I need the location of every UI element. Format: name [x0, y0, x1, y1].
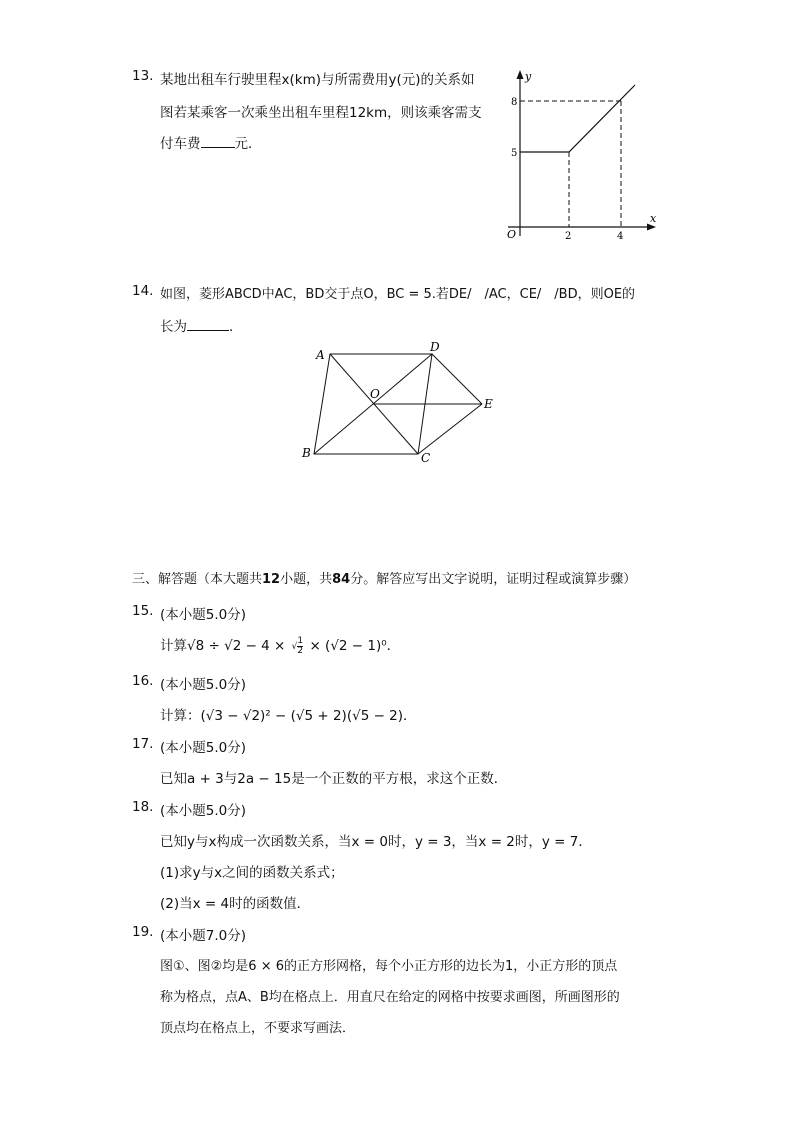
point-label-a: A: [316, 348, 325, 362]
q13-text-line2: 图若某乘客一次乘坐出租车里程12km，则该乘客需支: [160, 105, 482, 121]
q13-line3-pre: 付车费: [160, 136, 201, 152]
x-tick-label-2: 2: [565, 231, 572, 242]
section-heading: [132, 568, 636, 587]
point-label-e: E: [484, 397, 493, 411]
question-number: 16.: [132, 673, 154, 689]
q14-line2-pre: 长为: [160, 319, 187, 335]
segment-ce: [418, 404, 482, 454]
q14-text-line2: [160, 315, 243, 335]
q14-text-line1: 如图，菱形ABCD中AC，BD交于点O，BC = 5.若DE/ /AC，CE/ /BD，则OE的: [160, 287, 636, 302]
fraction-denominator: 2: [297, 645, 304, 656]
q13-graph: [498, 66, 664, 250]
origin-label: O: [507, 228, 517, 241]
q16-expression: 计算：(√3 − √2)² − (√5 + 2)(√5 − 2)．: [160, 708, 417, 724]
section-total-points: 84: [332, 572, 351, 587]
point-label-d: D: [430, 340, 440, 354]
segment-de: [432, 354, 482, 404]
fraction-numerator: 1: [297, 635, 304, 646]
section-title-mid: 小题，共: [280, 572, 333, 587]
section-title-pre: 三、解答题（本大题共: [132, 572, 263, 587]
q18-text: 已知y与x构成一次函数关系，当x = 0时，y = 3，当x = 2时，y = 7．: [160, 834, 592, 850]
answer-blank: [187, 316, 229, 331]
question-number: 15.: [132, 603, 154, 619]
q15-expression: [160, 634, 400, 656]
question-score: (本小题5.0分): [160, 740, 247, 756]
q15-expression-post: × (√2 − 1)⁰．: [309, 638, 401, 654]
q13-line3-post: 元．: [234, 136, 262, 152]
question-number: 18.: [132, 799, 154, 815]
answer-blank: [201, 133, 235, 148]
q18-subquestion-2: (2)当x = 4时的函数值．: [160, 896, 311, 912]
y-axis-label: y: [525, 70, 532, 83]
question-score: (本小题5.0分): [160, 677, 247, 693]
point-label-c: C: [421, 451, 431, 465]
sqrt-fraction: √ $\frac{1}{2}$: [291, 635, 304, 656]
x-axis-label: x: [650, 212, 657, 225]
section-question-count: 12: [262, 572, 281, 587]
y-tick-label-8: 8: [511, 97, 518, 108]
point-label-o: O: [370, 387, 380, 401]
question-number: 13.: [132, 68, 154, 84]
question-score: (本小题5.0分): [160, 607, 247, 623]
question-number: 14.: [132, 283, 154, 299]
y-tick-label-5: 5: [511, 148, 518, 159]
q13-text-line1: 某地出租车行驶里程x(km)与所需费用y(元)的关系如: [160, 72, 475, 88]
q19-text-line3: 顶点均在格点上，不要求写画法．: [160, 1021, 356, 1036]
function-line: [520, 85, 635, 152]
question-number: 19.: [132, 924, 154, 940]
q14-line2-post: ．: [229, 319, 243, 335]
question-number: 17.: [132, 736, 154, 752]
y-axis-arrow-icon: [517, 70, 524, 79]
q15-expression-pre: 计算√8 ÷ √2 − 4 ×: [160, 638, 286, 654]
q19-text-line2: 称为格点，点A、B均在格点上．用直尺在给定的网格中按要求画图，所画图形的: [160, 990, 620, 1005]
section-title-post: 分。解答应写出文字说明，证明过程或演算步骤）: [350, 572, 637, 587]
x-tick-label-4: 4: [617, 231, 624, 242]
q18-subquestion-1: (1)求y与x之间的函数关系式；: [160, 865, 344, 881]
point-label-b: B: [302, 446, 311, 460]
question-score: (本小题5.0分): [160, 803, 247, 819]
q13-text-line3: [160, 132, 262, 152]
q17-text: 已知a + 3与2a − 15是一个正数的平方根，求这个正数．: [160, 771, 508, 787]
question-score: (本小题7.0分): [160, 928, 247, 944]
q19-text-line1: 图①、图②均是6 × 6的正方形网格，每个小正方形的边长为1，小正方形的顶点: [160, 959, 618, 974]
q14-rhombus-figure: [296, 340, 500, 466]
